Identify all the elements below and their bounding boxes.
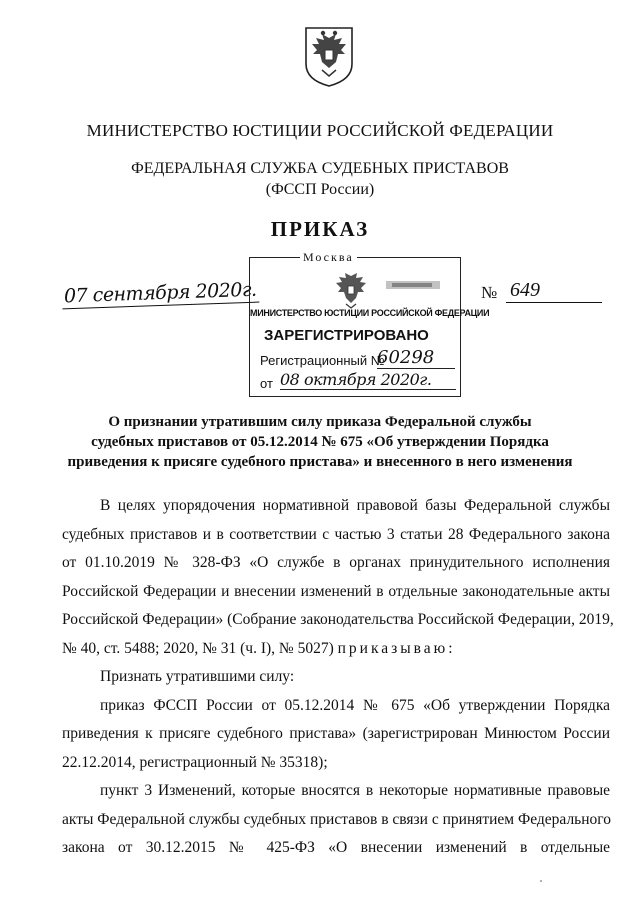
stamp-registered-text: ЗАРЕГИСТРИРОВАНО [264,327,429,344]
subject-line: приведения к присяге судебного пристава» и внесенного в него изменения [67,454,573,470]
stamp-reg-date-handwritten: 08 октября 2020г. [280,370,456,390]
document-type-title: ПРИКАЗ [270,217,370,241]
body-line [62,635,610,664]
body-line: 22.12.2014, регистрационный № 35318); [62,753,328,771]
city-label: Москва [300,250,357,265]
body-line-text: № 40, ст. 5488; 2020, № 31 (ч. I), № 5027) [62,639,334,657]
body-line: Российской Федерации» (Собрание законодательства Российской Федерации, 2019, [62,611,614,628]
body-line: В целях упорядочения нормативной правовой базы Федеральной службы [100,497,610,514]
stamp-date-label: от [260,376,273,391]
service-short-title: (ФССП России) [265,181,375,198]
order-number-handwritten: 649 [506,279,602,303]
order-number-label: № [481,283,498,302]
coat-of-arms-icon [300,24,358,88]
order-date-handwritten: 07 сентября 2020г. [62,279,259,310]
margin-dot-mark [538,878,544,884]
ministry-title: МИНИСТЕРСТВО ЮСТИЦИИ РОССИЙСКОЙ ФЕДЕРАЦИИ [86,121,554,140]
body-line: приказ ФССП России от 05.12.2014 № 675 «Об утверждении Порядка [100,696,610,714]
subject-line: О признании утратившим силу приказа Федеральной службы [108,414,532,430]
body-line: закона от 30.12.2015 № 425-ФЗ «О внесении изменений в отдельные [62,839,610,856]
body-line: акты Федеральной службы судебных приставов в связи с принятием Федерального [62,810,612,828]
order-subject [60,412,580,472]
body-line: пункт 3 Изменений, которые вносятся в некоторые нормативные правовые [100,782,610,799]
stamp-eagle-icon [332,270,370,310]
stamp-reg-number-label: Регистрационный № [260,353,385,368]
service-title: ФЕДЕРАЛЬНАЯ СЛУЖБА СУДЕБНЫХ ПРИСТАВОВ [131,160,509,177]
stamp-reg-number-handwritten: 60298 [377,347,455,369]
body-line: от 01.10.2019 № 328-ФЗ «О службе в органах принудительного исполнения [62,554,610,571]
stamp-smudge-mark [384,278,442,292]
body-line: судебных приставов и в соответствии с частью 3 статьи 28 Федерального закона [62,525,610,543]
order-word: приказываю: [337,639,456,657]
body-line: Российской Федерации и внесении изменений в отдельные законодательные акты [62,582,610,600]
registration-stamp [249,250,490,397]
stamp-ministry-text: МИНИСТЕРСТВО ЮСТИЦИИ РОССИЙСКОЙ ФЕДЕРАЦИИ [250,308,490,318]
body-line: приведения к присяге судебного пристава» (зарегистрирован Минюстом России [62,725,610,742]
body-line: Признать утратившими силу: [100,668,295,685]
order-body [62,492,614,863]
subject-line: судебных приставов от 05.12.2014 № 675 «Об утверждении Порядка [91,434,549,450]
